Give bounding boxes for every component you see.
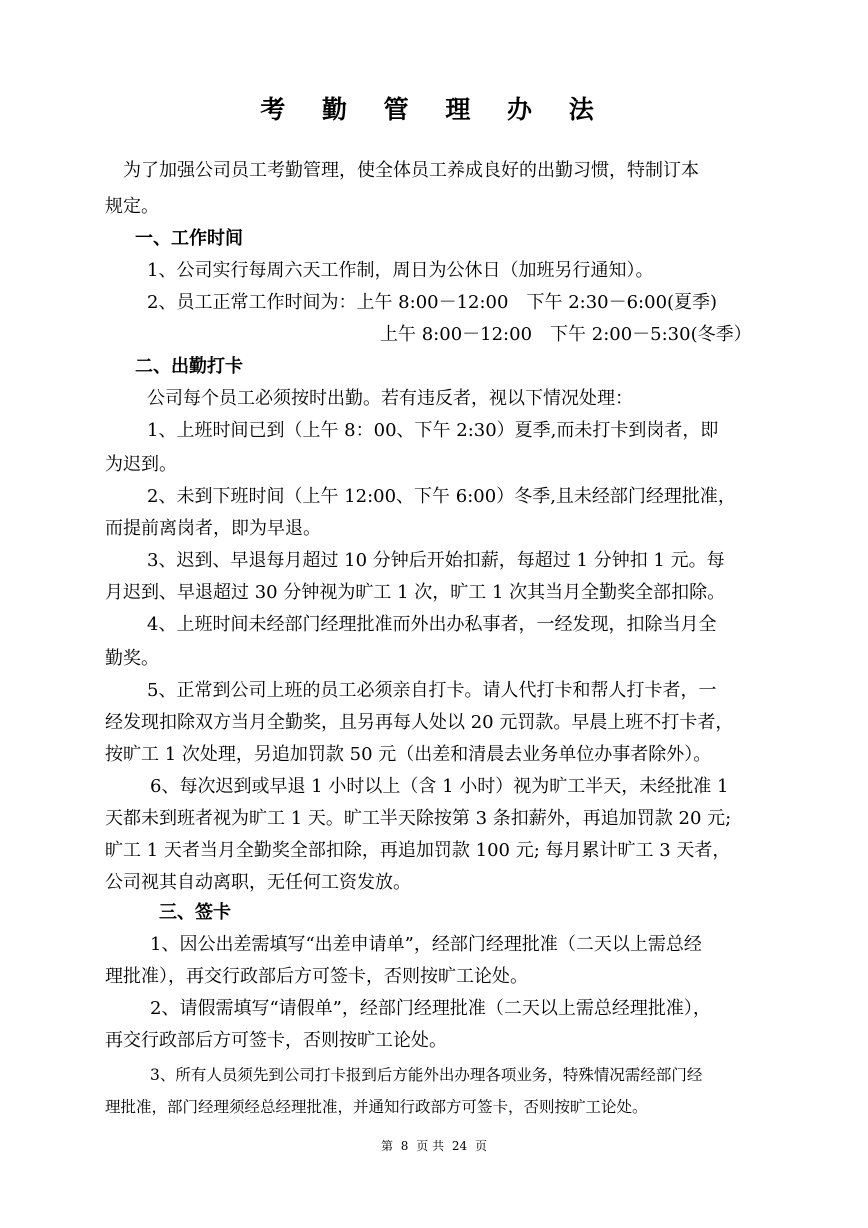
text-line: 公司视其自动离职，无任何工资发放。 bbox=[105, 872, 411, 893]
page-footer bbox=[0, 1137, 868, 1155]
text-line: 再交行政部后方可签卡，否则按旷工论处。 bbox=[105, 1030, 447, 1051]
text-line: 勤奖。 bbox=[105, 648, 159, 669]
text-line: 5、正常到公司上班的员工必须亲自打卡。请人代打卡和帮人打卡者，一 bbox=[147, 680, 717, 701]
section-heading: 一、工作时间 bbox=[135, 228, 243, 249]
text-line: 规定。 bbox=[105, 196, 159, 217]
text-line: 按旷工 1 次处理，另追加罚款 50 元（出差和清晨去业务单位办事者除外）。 bbox=[105, 744, 712, 765]
text-line: 1、因公出差需填写“出差申请单”，经部门经理批准（二天以上需总经 bbox=[150, 934, 702, 955]
text-line: 经发现扣除双方当月全勤奖，且另再每人处以 20 元罚款。早晨上班不打卡者， bbox=[105, 712, 734, 733]
section-heading: 二、出勤打卡 bbox=[135, 356, 243, 377]
text-line: 3、所有人员须先到公司打卡报到后方能外出办理各项业务，特殊情况需经部门经 bbox=[150, 1066, 703, 1084]
text-line: 为迟到。 bbox=[105, 454, 177, 475]
text-line: 6、每次迟到或早退 1 小时以上（含 1 小时）视为旷工半天，未经批准 1 bbox=[150, 776, 729, 797]
text-line: 而提前离岗者，即为早退。 bbox=[105, 518, 321, 539]
page-label-prefix: 第 bbox=[380, 1139, 393, 1153]
text-line: 2、请假需填写“请假单”，经部门经理批准（二天以上需总经理批准）， bbox=[150, 998, 711, 1019]
text-line: 理批准，部门经理须经总经理批准，并通知行政部方可签卡，否则按旷工论处。 bbox=[105, 1098, 648, 1116]
page-label-mid: 页 共 bbox=[416, 1139, 445, 1153]
total-pages-number: 24 bbox=[451, 1139, 468, 1153]
page-label-suffix: 页 bbox=[475, 1139, 488, 1153]
text-line: 2、员工正常工作时间为：上午 8:00－12:00 下午 2:30－6:00(夏季) bbox=[147, 292, 718, 313]
text-line: 1、上班时间已到（上午 8：00、下午 2:30）夏季,而未打卡到岗者，即 bbox=[147, 420, 719, 441]
section-heading: 三、签卡 bbox=[159, 902, 231, 923]
current-page-number: 8 bbox=[400, 1139, 409, 1153]
text-line: 上午 8:00－12:00 下午 2:00－5:30(冬季） bbox=[380, 324, 752, 345]
text-line: 旷工 1 天者当月全勤奖全部扣除，再追加罚款 100 元; 每月累计旷工 3 天者， bbox=[105, 840, 731, 861]
text-line: 月迟到、早退超过 30 分钟视为旷工 1 次，旷工 1 次其当月全勤奖全部扣除。 bbox=[105, 582, 726, 603]
text-line: 3、迟到、早退每月超过 10 分钟后开始扣薪，每超过 1 分钟扣 1 元。每 bbox=[147, 550, 725, 571]
text-line: 1、公司实行每周六天工作制，周日为公休日（加班另行通知）。 bbox=[147, 260, 654, 281]
text-line: 公司每个员工必须按时出勤。若有违反者，视以下情况处理： bbox=[147, 388, 633, 409]
text-line: 4、上班时间未经部门经理批准而外出办私事者，一经发现，扣除当月全 bbox=[147, 614, 717, 635]
text-line: 为了加强公司员工考勤管理，使全体员工养成良好的出勤习惯，特制订本 bbox=[123, 160, 699, 181]
text-line: 天都未到班者视为旷工 1 天。旷工半天除按第 3 条扣薪外，再追加罚款 20 元; bbox=[105, 808, 732, 829]
text-line: 2、未到下班时间（上午 12:00、下午 6:00）冬季,且未经部门经理批准， bbox=[147, 486, 736, 507]
text-line: 理批准），再交行政部后方可签卡，否则按旷工论处。 bbox=[105, 966, 528, 987]
document-title: 考 勤 管 理 办 法 bbox=[260, 95, 608, 124]
